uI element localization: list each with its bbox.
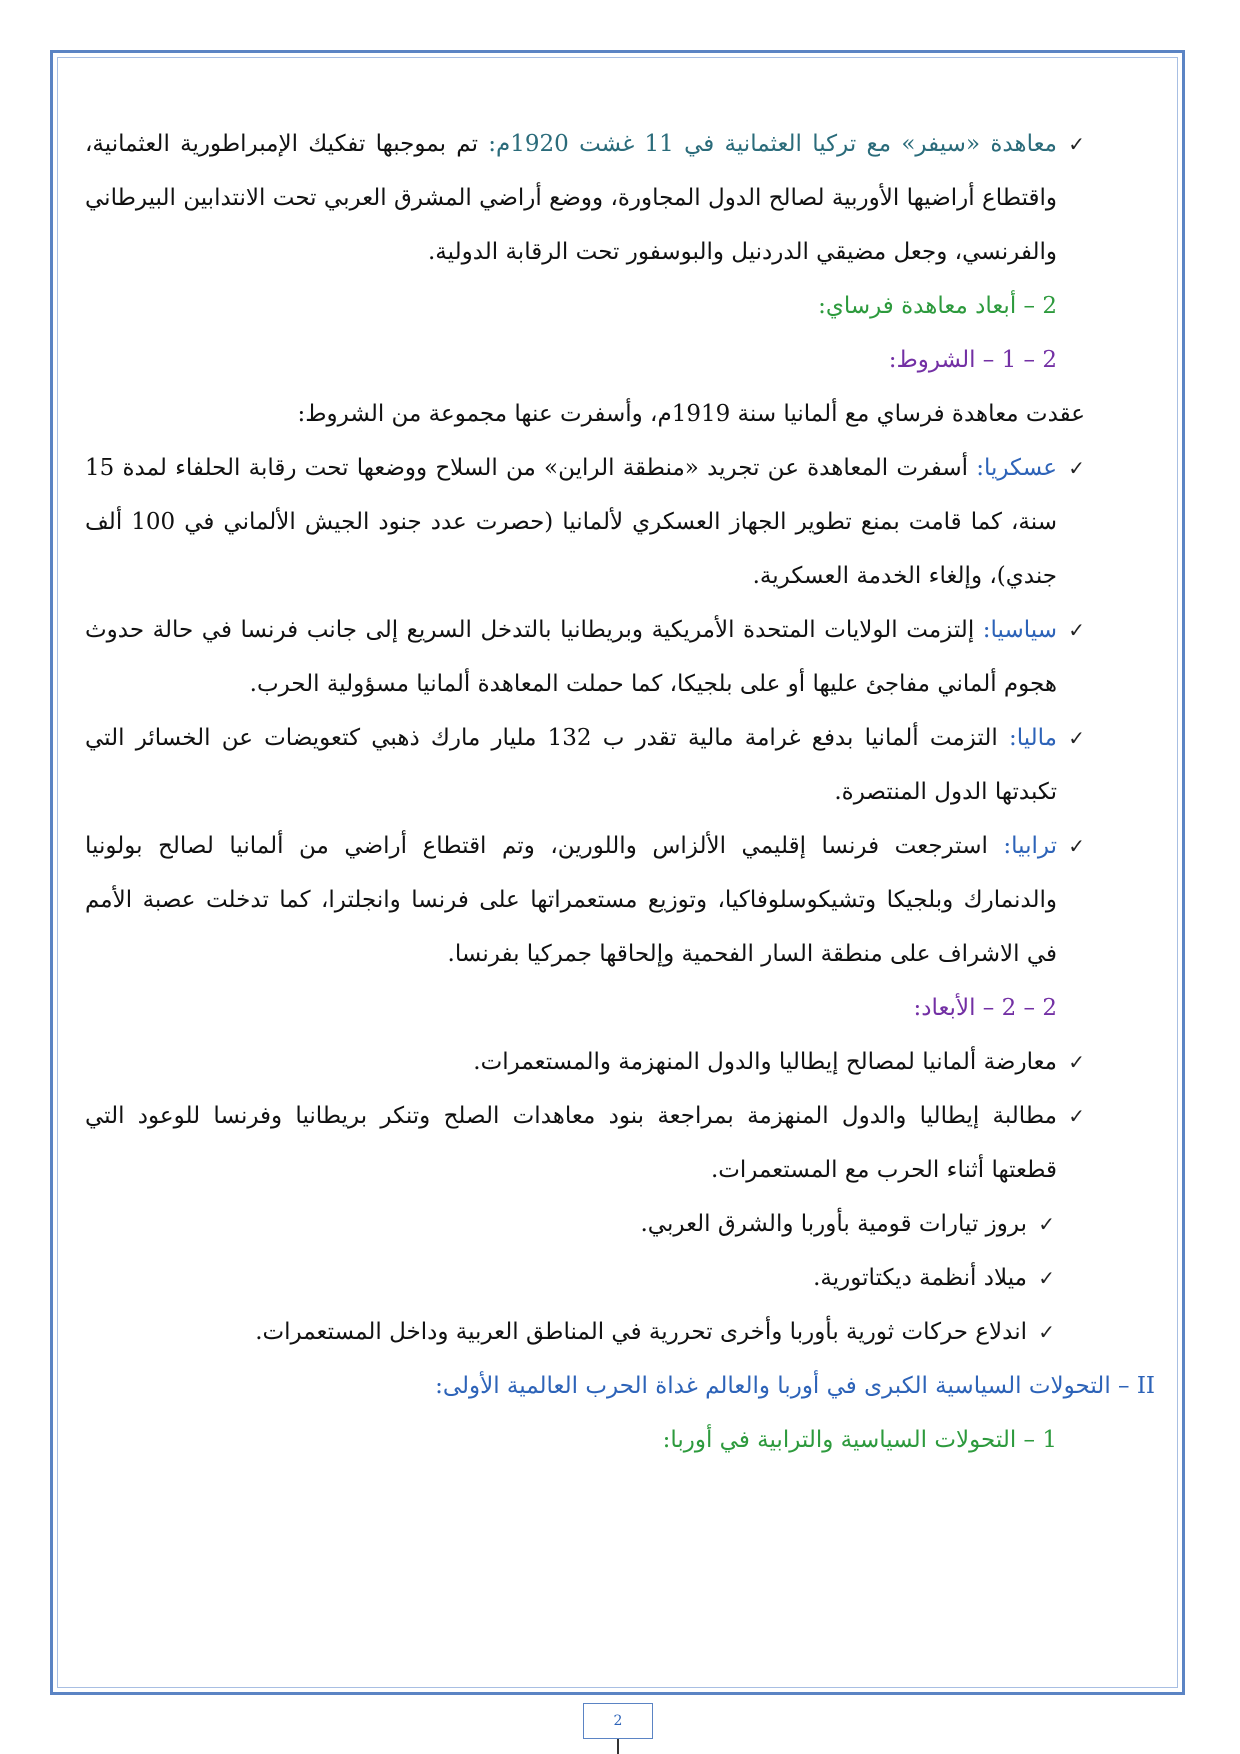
check-icon: ✓ [1068, 1104, 1085, 1128]
page-number-connector [617, 1739, 619, 1754]
check-icon: ✓ [1068, 132, 1085, 156]
document-body [85, 117, 1155, 1467]
check-icon: ✓ [1068, 834, 1085, 858]
check-icon: ✓ [1068, 1050, 1085, 1074]
condition-text: إلتزمت الولايات المتحدة الأمريكية وبريطانيا بالتدخل السريع إلى جانب فرنسا في حالة حدوث هجوم ألماني مفاجئ عليها أو على بلجيكا، كما حملت المعاهدة ألمانيا مسؤولية الحرب. [85, 617, 1057, 697]
list-item-financial [85, 711, 1085, 819]
intro-paragraph: عقدت معاهدة فرساي مع ألمانيا سنة 1919م، وأسفرت عنها مجموعة من الشروط: [297, 401, 1085, 427]
dimension-text: اندلاع حركات ثورية بأوربا وأخرى تحررية في المناطق العربية وداخل المستعمرات. [255, 1319, 1027, 1345]
list-item-military [85, 441, 1085, 603]
list-item-dimension [85, 1251, 1055, 1305]
list-item-territorial [85, 819, 1085, 981]
check-icon: ✓ [1068, 618, 1085, 642]
sevres-label: معاهدة «سيفر» مع تركيا العثمانية في 11 غشت 1920م: [488, 131, 1057, 157]
heading-section-II: II – التحولات السياسية الكبرى في أوربا والعالم غداة الحرب العالمية الأولى: [435, 1373, 1155, 1399]
list-item-dimension [85, 1305, 1055, 1359]
heading-dimensions: 2 – 2 – الأبعاد: [913, 995, 1057, 1021]
condition-label: ترابيا: [1003, 833, 1057, 859]
dimension-text: ميلاد أنظمة ديكتاتورية. [813, 1265, 1027, 1291]
check-icon: ✓ [1038, 1266, 1055, 1290]
list-item-dimension [85, 1197, 1055, 1251]
condition-label: سياسيا: [982, 617, 1057, 643]
condition-label: ماليا: [1008, 725, 1057, 751]
dimension-text: مطالبة إيطاليا والدول المنهزمة بمراجعة بنود معاهدات الصلح وتنكر بريطانيا وفرنسا للوعود التي قطعتها أثناء الحرب مع المستعمرات. [85, 1103, 1057, 1183]
page-number: 2 [583, 1703, 653, 1739]
dimension-text: معارضة ألمانيا لمصالح إيطاليا والدول المنهزمة والمستعمرات. [473, 1049, 1057, 1075]
condition-text: أسفرت المعاهدة عن تجريد «منطقة الراين» من السلاح ووضعها تحت رقابة الحلفاء لمدة 15 سنة، كما قامت بمنع تطوير الجهاز العسكري لألمانيا (حصرت عدد جنود الجيش الألماني في 100 ألف جندي)، وإلغاء الخدمة العسكرية. [85, 455, 1057, 589]
condition-label: عسكريا: [976, 455, 1057, 481]
list-item-political [85, 603, 1085, 711]
list-item-dimension [85, 1035, 1085, 1089]
list-item-dimension [85, 1089, 1085, 1197]
heading-versailles-dimensions: 2 – أبعاد معاهدة فرساي: [818, 293, 1057, 319]
check-icon: ✓ [1068, 726, 1085, 750]
condition-text: استرجعت فرنسا إقليمي الألزاس واللورين، وتم اقتطاع أراضي من ألمانيا لصالح بولونيا والدنمارك وبلجيكا وتشيكوسلوفاكيا، وتوزيع مستعمراتها على فرنسا وانجلترا، كما تدخلت عصبة الأمم في الاشراف على منطقة السار الفحمية وإلحاقها جمركيا بفرنسا. [85, 833, 1057, 967]
list-item-sevres [85, 117, 1085, 279]
condition-text: التزمت ألمانيا بدفع غرامة مالية تقدر ب 132 مليار مارك ذهبي كتعويضات عن الخسائر التي تكبدتها الدول المنتصرة. [85, 725, 1057, 805]
check-icon: ✓ [1038, 1212, 1055, 1236]
dimension-text: بروز تيارات قومية بأوربا والشرق العربي. [640, 1211, 1027, 1237]
sevres-text: تم بموجبها تفكيك الإمبراطورية العثمانية، واقتطاع أراضيها الأوربية لصالح الدول المجاورة، ووضع أراضي المشرق العربي تحت الانتدابين البيرطاني والفرنسي، وجعل مضيقي الدردنيل والبوسفور تحت الرقابة الدولية. [85, 131, 1057, 265]
check-icon: ✓ [1038, 1320, 1055, 1344]
heading-conditions: 2 – 1 – الشروط: [888, 347, 1057, 373]
heading-political-changes: 1 – التحولات السياسية والترابية في أوربا: [662, 1427, 1057, 1453]
check-icon: ✓ [1068, 456, 1085, 480]
